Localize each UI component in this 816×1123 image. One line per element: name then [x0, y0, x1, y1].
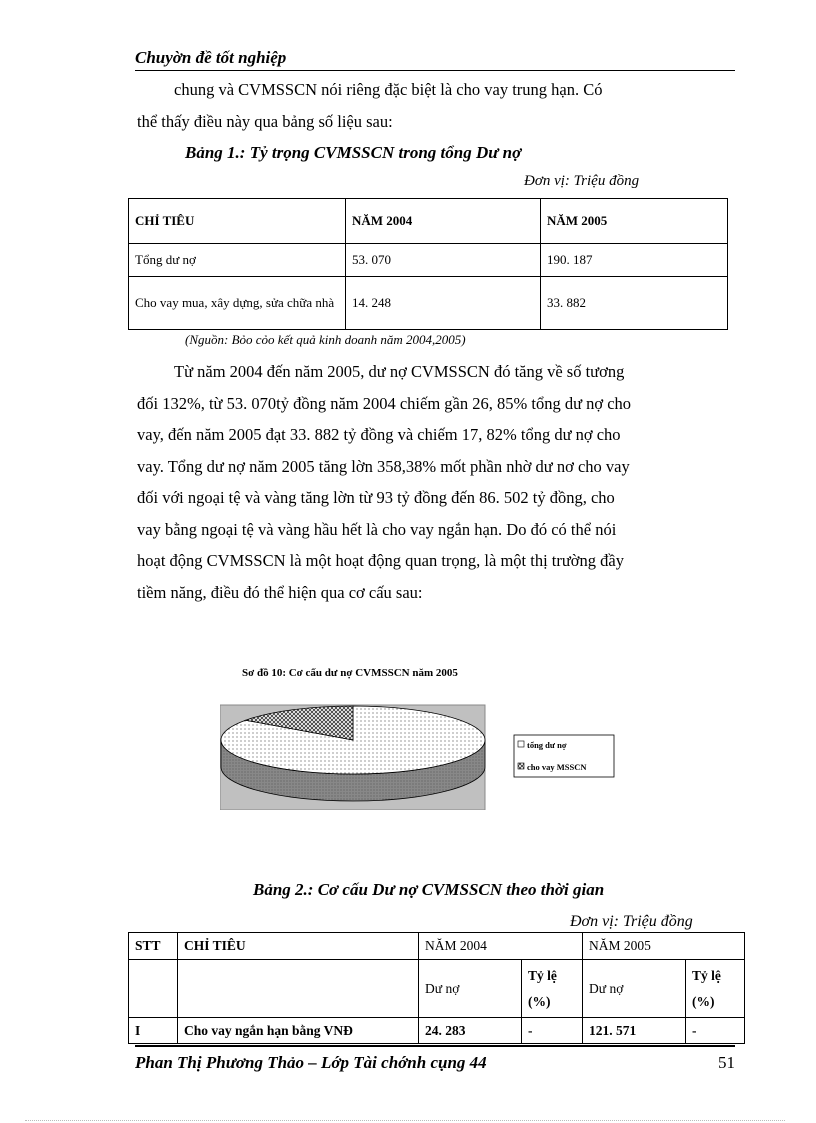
tyle-unit: (%) [692, 993, 715, 1009]
header-cell-tyle [686, 960, 745, 1018]
table-cell: 14. 248 [346, 277, 541, 330]
table2 [128, 932, 745, 1044]
empty-cell [178, 960, 419, 1018]
body-line: vay. Tổng dư nợ năm 2005 tăng lờn 358,38% mốt phần nhờ dư nơ cho vay [137, 456, 630, 476]
header-cell: CHỈ TIÊU [129, 199, 346, 244]
table-header-row [129, 199, 728, 244]
body-line: vay bằng ngoại tệ và vàng hầu hết là cho vay ngắn hạn. Do đó có thể nói [137, 519, 617, 539]
header-cell: NĂM 2005 [583, 933, 745, 960]
table-cell: 24. 283 [419, 1018, 522, 1044]
legend-swatch-1 [518, 763, 524, 769]
table-header-row [129, 933, 745, 960]
table1-title: Bảng 1.: Tỷ trọng CVMSSCN trong tổng Dư nợ [185, 143, 522, 162]
header-cell: NĂM 2004 [419, 933, 583, 960]
body-line: vay, đến năm 2005 đạt 33. 882 tỷ đồng và chiếm 17, 82% tổng dư nợ cho [137, 425, 621, 444]
tyle-label: Tỷ lệ [692, 967, 721, 983]
header-cell: CHỈ TIÊU [178, 933, 419, 960]
intro-paragraph [137, 74, 717, 137]
body-line: tiềm năng, điều đó thể hiện qua cơ cấu sau: [137, 582, 423, 602]
page-edge-dotted-line [25, 1120, 785, 1121]
chart-title: Sơ đồ 10: Cơ cấu dư nợ CVMSSCN năm 2005 [242, 667, 458, 679]
body-line: đối 132%, từ 53. 070tỷ đồng năm 2004 chiếm gần 26, 85% tổng dư nợ cho [137, 393, 632, 413]
empty-cell [129, 960, 178, 1018]
legend-label-1: cho vay MSSCN [527, 762, 587, 772]
table-cell: - [686, 1018, 745, 1044]
table-cell: I [129, 1018, 178, 1044]
body-line: hoạt động CVMSSCN là một hoạt động quan trọng, là một thị trường đầy [137, 551, 624, 570]
running-footer: Phan Thị Phương Thảo – Lớp Tài chớnh cụng 44 [135, 1045, 735, 1073]
pie-chart [220, 660, 620, 810]
header-cell: NĂM 2005 [541, 199, 728, 244]
header-cell: NĂM 2004 [346, 199, 541, 244]
table2-title: Bảng 2.: Cơ cấu Dư nợ CVMSSCN theo thời gian [253, 880, 605, 899]
table-row [129, 1018, 745, 1044]
body-paragraph [137, 356, 717, 608]
table-cell: - [522, 1018, 583, 1044]
running-header: Chuyờn đề tốt nghiệp [135, 46, 735, 71]
table-row [129, 244, 728, 277]
table1-source: (Nguồn: Bỏo cỏo kết quả kinh doanh năm 2004,2005) [185, 332, 466, 347]
tyle-unit: (%) [528, 993, 551, 1009]
header-cell-tyle [522, 960, 583, 1018]
table-cell: 190. 187 [541, 244, 728, 277]
table-cell: 53. 070 [346, 244, 541, 277]
tyle-label: Tỷ lệ [528, 967, 557, 983]
table2-unit: Đơn vị: Triệu đồng [570, 913, 693, 930]
body-line: Từ năm 2004 đến năm 2005, dư nợ CVMSSCN đó tăng về số tương [174, 362, 625, 381]
table1-unit: Đơn vị: Triệu đồng [524, 173, 640, 189]
header-cell: STT [129, 933, 178, 960]
table-row [129, 277, 728, 330]
legend-label-0: tổng dư nợ [527, 740, 567, 750]
legend-swatch-0 [518, 741, 524, 747]
header-cell: Dư nợ [419, 960, 522, 1018]
intro-line-1: chung và CVMSSCN nói riêng đặc biệt là cho vay trung hạn. Có [174, 80, 603, 99]
page-number: 51 [718, 1053, 735, 1072]
intro-line-2: thể thấy điều này qua bảng số liệu sau: [137, 111, 393, 131]
table1 [128, 198, 728, 330]
body-line: đối với ngoại tệ và vàng tăng lờn từ 93 tỷ đồng đến 86. 502 tỷ đồng, cho [137, 488, 615, 507]
table-cell: 121. 571 [583, 1018, 686, 1044]
table-cell: Tổng dư nợ [129, 244, 346, 277]
header-cell: Dư nợ [583, 960, 686, 1018]
table-cell: Cho vay ngắn hạn bằng VNĐ [178, 1018, 419, 1044]
table-subheader-row [129, 960, 745, 1018]
table-cell: 33. 882 [541, 277, 728, 330]
table-cell: Cho vay mua, xây dựng, sửa chữa nhà [129, 277, 346, 330]
